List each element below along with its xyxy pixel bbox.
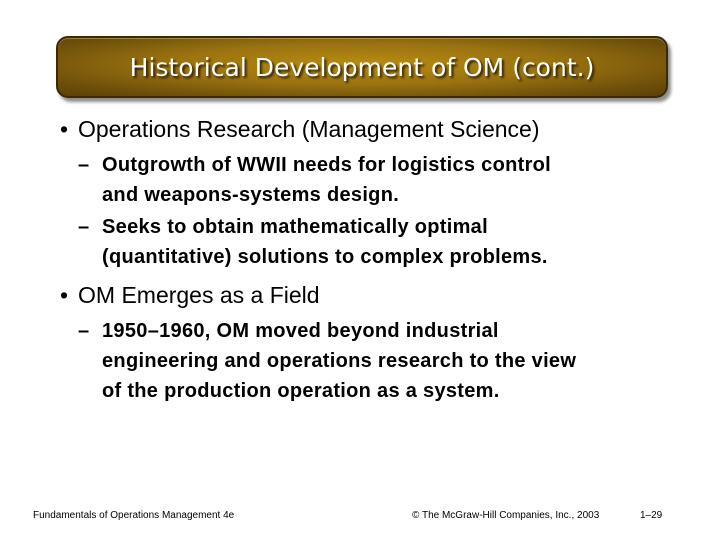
sub-bullet-line: of the production operation as a system.: [102, 380, 500, 402]
sub-bullet-line: Outgrowth of WWII needs for logistics control: [102, 154, 552, 176]
bullet-text: OM Emerges as a Field: [78, 282, 320, 308]
bullet-item: [60, 282, 320, 309]
slide-title: Historical Development of OM (cont.): [129, 52, 595, 82]
sub-bullet-line: (quantitative) solutions to complex problems.: [102, 246, 548, 268]
sub-bullet-line: Seeks to obtain mathematically optimal: [102, 216, 488, 238]
dash-glyph: –: [78, 216, 90, 238]
dash-glyph: –: [78, 320, 90, 342]
sub-bullet-item: [78, 316, 576, 406]
footer-copyright: © The McGraw-Hill Companies, Inc., 2003: [412, 510, 600, 521]
bullet-item: [60, 116, 540, 143]
footer-book-title: Fundamentals of Operations Management 4e: [33, 510, 235, 521]
sub-bullet-line: 1950–1960, OM moved beyond industrial: [102, 320, 499, 342]
dash-glyph: –: [78, 154, 90, 176]
sub-bullet-item: [78, 150, 551, 210]
bullet-glyph: •: [60, 116, 69, 142]
bullet-text: Operations Research (Management Science): [78, 116, 540, 142]
sub-bullet-line: and weapons-systems design.: [102, 184, 400, 206]
sub-bullet-line: engineering and operations research to the view: [102, 350, 577, 372]
sub-bullet-item: [78, 212, 548, 272]
bullet-glyph: •: [60, 282, 69, 308]
footer-page-number: 1–29: [640, 510, 663, 521]
